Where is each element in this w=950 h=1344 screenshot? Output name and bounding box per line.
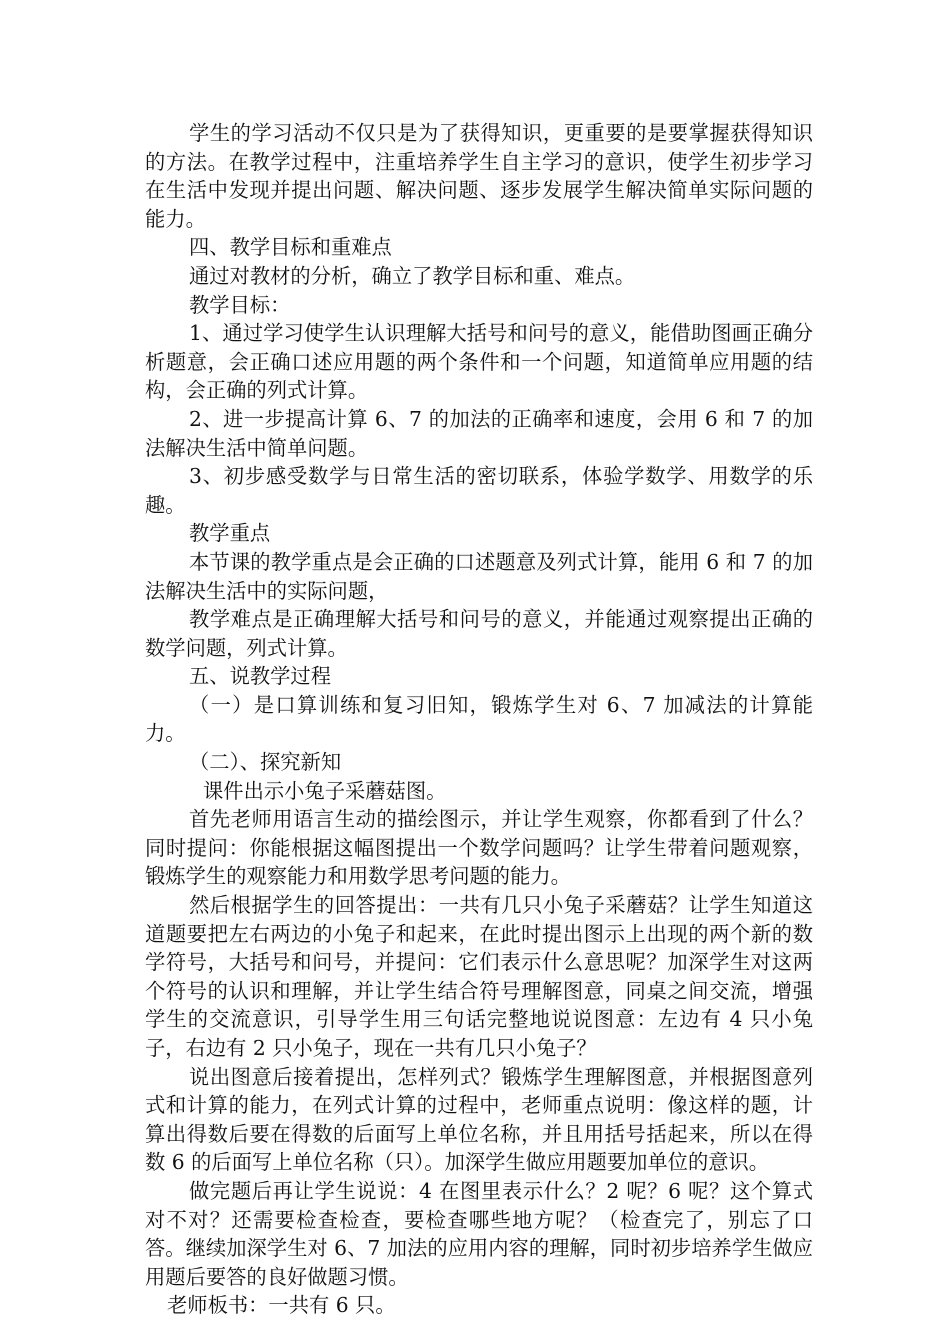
heading-teaching-process: 五、说教学过程 xyxy=(189,664,331,689)
paragraph-symbols: 然后根据学生的回答提出：一共有几只小兔子采蘑菇？让学生知道这道题要把左右两边的小兔子和起来，在此时提出图示上出现的两个新的数学符号，大括号和问号，并提问：它们表示什么意思呢？加深学生对这两个符号的认识和理解，并让学生结合符号理解图意，同桌之间交流，增强学生的交流意识，引导学生用三句话完整地说说图意：左边有 4 只小兔子，右边有 2 只小兔子，现在一共有几只小兔子？ xyxy=(145,893,813,1060)
heading-key-points: 教学重点 xyxy=(189,521,271,546)
paragraph-describe-picture: 首先老师用语言生动的描绘图示，并让学生观察，你都看到了什么？同时提问：你能根据这幅图提出一个数学问题吗？让学生带着问题观察，锻炼学生的观察能力和用数学思考问题的能力。 xyxy=(145,807,813,889)
paragraph-check: 做完题后再让学生说说：4 在图里表示什么？2 呢？6 呢？这个算式对不对？还需要检查检查，要检查哪些地方呢？（检查完了，别忘了口答。继续加深学生对 6、7 加法的应用内容的理解，同时初步培养学生做应用题后要答的良好做题习惯。 xyxy=(145,1178,813,1289)
heading-goals-label: 教学目标： xyxy=(189,292,291,317)
paragraph-step-1: （一）是口算训练和复习旧知，锻炼学生对 6、7 加减法的计算能力。 xyxy=(145,692,813,746)
paragraph-goal-2: 2、进一步提高计算 6、7 的加法的正确率和速度，会用 6 和 7 的加法解决生活中简单问题。 xyxy=(145,406,813,460)
paragraph-goal-3: 3、初步感受数学与日常生活的密切联系，体验学数学、用数学的乐趣。 xyxy=(145,464,813,517)
paragraph-goals-intro: 通过对教材的分析，确立了教学目标和重、难点。 xyxy=(189,263,636,288)
paragraph-goal-1: 1、通过学习使学生认识理解大括号和问号的意义，能借助图画正确分析题意，会正确口述应用题的两个条件和一个问题，知道简单应用题的结构，会正确的列式计算。 xyxy=(145,321,813,403)
heading-step-2: （二）、探究新知 xyxy=(189,750,342,775)
body-text xyxy=(145,119,813,1320)
paragraph-learning-method: 学生的学习活动不仅只是为了获得知识，更重要的是要掌握获得知识的方法。在教学过程中，注重培养学生自主学习的意识，使学生初步学习在生活中发现并提出问题、解决问题、逐步发展学生解决简单实际问题的能力。 xyxy=(145,121,813,231)
paragraph-equation: 说出图意后接着提出，怎样列式？锻炼学生理解图意，并根据图意列式和计算的能力，在列式计算的过程中，老师重点说明：像这样的题，计算出得数后要在得数的后面写上单位名称，并且用括号括起来，所以在得数 6 的后面写上单位名称（只）。加深学生做应用题要加单位的意识。 xyxy=(145,1064,813,1175)
paragraph-key-points: 本节课的教学重点是会正确的口述题意及列式计算，能用 6 和 7 的加法解决生活中的实际问题， xyxy=(145,549,813,603)
paragraph-blackboard: 老师板书：一共有 6 只。 xyxy=(167,1293,396,1318)
heading-teaching-goals: 四、教学目标和重难点 xyxy=(189,235,392,260)
paragraph-courseware: 课件出示小兔子采蘑菇图。 xyxy=(203,778,447,803)
paragraph-difficult-points: 教学难点是正确理解大括号和问号的意义，并能通过观察提出正确的数学问题，列式计算。 xyxy=(145,607,813,660)
